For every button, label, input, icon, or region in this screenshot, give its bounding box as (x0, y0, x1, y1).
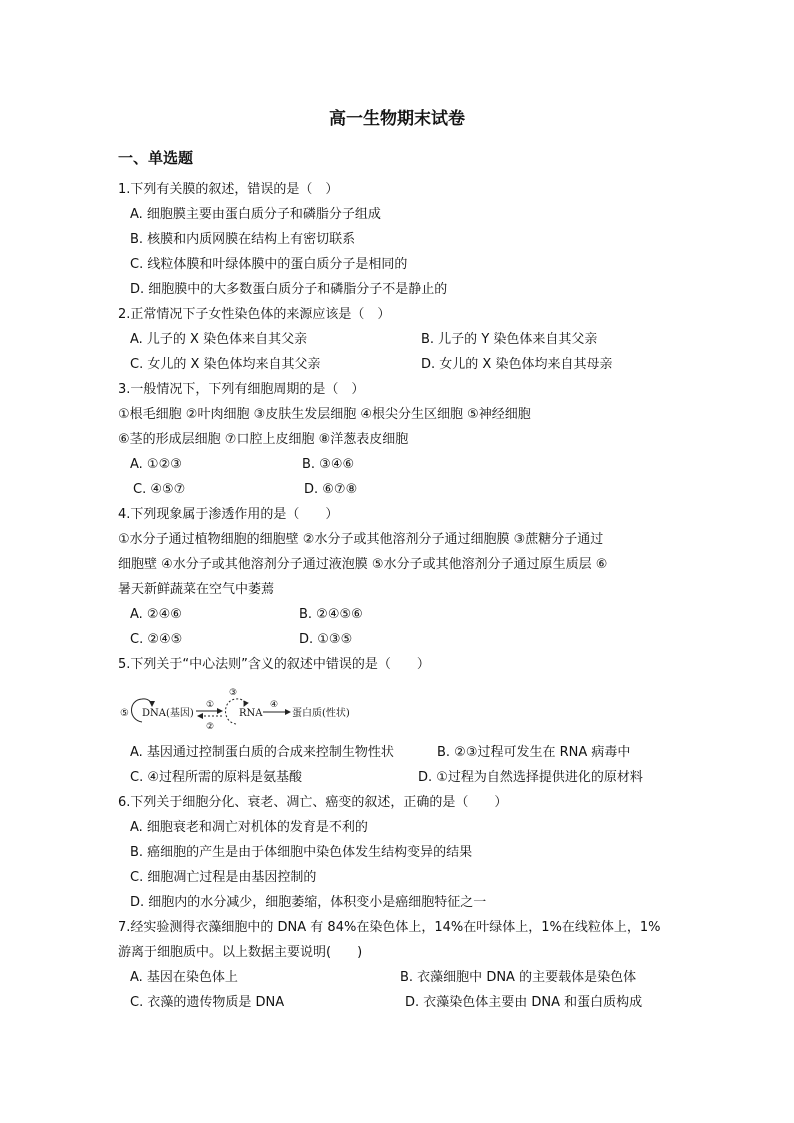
q6-option-a[interactable]: A. 细胞衰老和凋亡对机体的发育是不利的 (130, 820, 368, 835)
diagram-label-3: ③ (229, 688, 238, 698)
q1-option-d[interactable]: D. 细胞膜中的大多数蛋白质分子和磷脂分子不是静止的 (130, 282, 448, 297)
q6-stem: 6.下列关于细胞分化、衰老、凋亡、癌变的叙述，正确的是（ ） (118, 795, 508, 810)
q4-items-line3: 暑天新鲜蔬菜在空气中萎蔫 (118, 582, 275, 597)
q7-stem-line2: 游离于细胞质中。以上数据主要说明( ) (118, 945, 363, 960)
q3-option-c[interactable]: C. ④⑤⑦ (133, 482, 186, 497)
q2-option-b[interactable]: B. 儿子的 Y 染色体来自其父亲 (421, 332, 598, 347)
q4-items-line2: 细胞壁 ④水分子或其他溶剂分子通过液泡膜 ⑤水分子或其他溶剂分子通过原生质层 ⑥ (118, 557, 608, 572)
q3-items-line1: ①根毛细胞 ②叶肉细胞 ③皮肤生发层细胞 ④根尖分生区细胞 ⑤神经细胞 (118, 407, 531, 422)
q2-option-a[interactable]: A. 儿子的 X 染色体来自其父亲 (130, 332, 308, 347)
q4-option-b[interactable]: B. ②④⑤⑥ (299, 607, 363, 622)
diagram-label-5: ⑤ (120, 708, 129, 719)
q6-option-c[interactable]: C. 细胞凋亡过程是由基因控制的 (130, 870, 317, 885)
q7-option-b[interactable]: B. 衣藻细胞中 DNA 的主要载体是染色体 (400, 970, 637, 985)
q5-option-a[interactable]: A. 基因通过控制蛋白质的合成来控制生物性状 (130, 745, 394, 760)
diagram-label-1: ① (206, 700, 215, 710)
diagram-rna-label: RNA (239, 708, 263, 719)
diagram-label-2: ② (206, 722, 215, 732)
q3-option-a[interactable]: A. ①②③ (130, 457, 182, 472)
q4-option-c[interactable]: C. ②④⑤ (130, 632, 183, 647)
q6-option-b[interactable]: B. 癌细胞的产生是由于体细胞中染色体发生结构变异的结果 (130, 845, 473, 860)
q7-stem-line1: 7.经实验测得衣藻细胞中的 DNA 有 84%在染色体上，14%在叶绿体上，1%在线粒体上，1% (118, 920, 661, 935)
q1-option-a[interactable]: A. 细胞膜主要由蛋白质分子和磷脂分子组成 (130, 207, 381, 222)
diagram-label-4: ④ (270, 700, 279, 710)
q3-stem: 3.一般情况下，下列有细胞周期的是（ ） (118, 382, 365, 397)
diagram-protein-label: 蛋白质(性状) (292, 708, 350, 719)
q1-option-b[interactable]: B. 核膜和内质网膜在结构上有密切联系 (130, 232, 356, 247)
q2-option-d[interactable]: D. 女儿的 X 染色体均来自其母亲 (421, 357, 613, 372)
section-heading: 一、单选题 (118, 149, 194, 167)
diagram-dna-label: DNA(基因) (142, 708, 194, 719)
q4-items-line1: ①水分子通过植物细胞的细胞壁 ②水分子或其他溶剂分子通过细胞膜 ③蔗糖分子通过 (118, 532, 604, 547)
q4-option-a[interactable]: A. ②④⑥ (130, 607, 182, 622)
q5-option-d[interactable]: D. ①过程为自然选择提供进化的原材料 (418, 770, 643, 785)
q3-option-b[interactable]: B. ③④⑥ (302, 457, 355, 472)
q5-option-c[interactable]: C. ④过程所需的原料是氨基酸 (130, 770, 302, 785)
page-title: 高一生物期末试卷 (329, 109, 465, 129)
q4-option-d[interactable]: D. ①③⑤ (299, 632, 353, 647)
central-dogma-diagram (118, 686, 358, 736)
q7-option-a[interactable]: A. 基因在染色体上 (130, 970, 238, 985)
q7-option-c[interactable]: C. 衣藻的遗传物质是 DNA (130, 995, 285, 1010)
q3-items-line2: ⑥茎的形成层细胞 ⑦口腔上皮细胞 ⑧洋葱表皮细胞 (118, 432, 409, 447)
q2-stem: 2.正常情况下子女性染色体的来源应该是（ ） (118, 307, 391, 322)
q1-stem: 1.下列有关膜的叙述，错误的是（ ） (118, 182, 339, 197)
q5-stem: 5.下列关于“中心法则”含义的叙述中错误的是（ ） (118, 657, 430, 672)
q3-option-d[interactable]: D. ⑥⑦⑧ (304, 482, 358, 497)
q5-option-b[interactable]: B. ②③过程可发生在 RNA 病毒中 (437, 745, 631, 760)
q6-option-d[interactable]: D. 细胞内的水分减少，细胞萎缩，体积变小是癌细胞特征之一 (130, 895, 487, 910)
q4-stem: 4.下列现象属于渗透作用的是（ ） (118, 507, 339, 522)
q2-option-c[interactable]: C. 女儿的 X 染色体均来自其父亲 (130, 357, 321, 372)
q1-option-c[interactable]: C. 线粒体膜和叶绿体膜中的蛋白质分子是相同的 (130, 257, 408, 272)
q7-option-d[interactable]: D. 衣藻染色体主要由 DNA 和蛋白质构成 (405, 995, 643, 1010)
